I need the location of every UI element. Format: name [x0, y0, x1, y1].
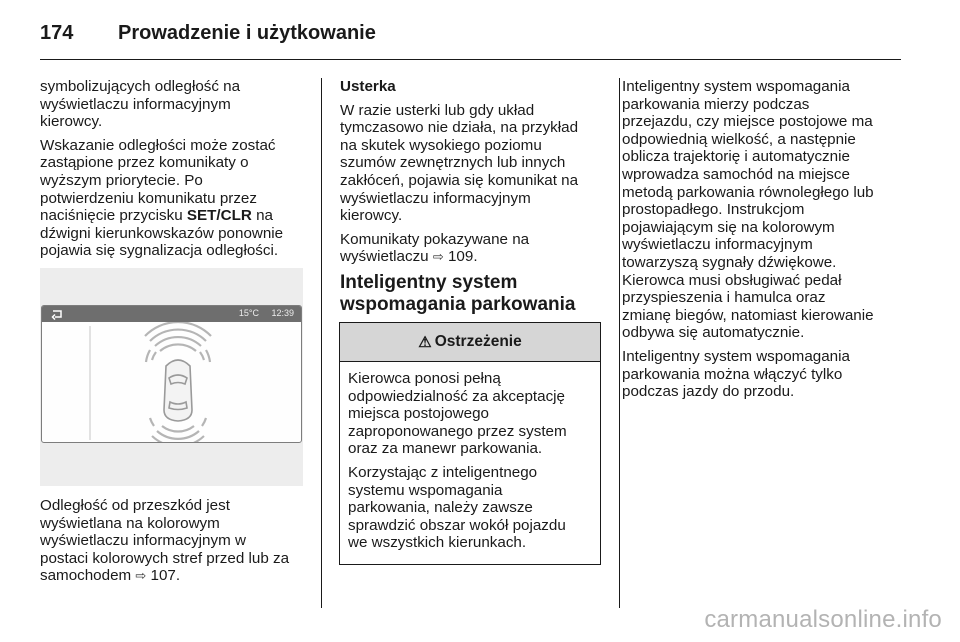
back-arrow-icon [50, 308, 64, 320]
display-temperature: 15°C [238, 308, 259, 318]
paragraph: Kierowca ponosi pełną odpowiedzialność za akceptację miejsca postojowego zaproponowanego przez system oraz za manewr parkowania. [348, 370, 567, 458]
parking-display-figure [40, 268, 303, 486]
car-top-view-icon [164, 360, 192, 421]
warning-body [340, 362, 600, 552]
column-1-lower [40, 497, 310, 591]
paragraph: W razie usterki lub gdy układ tymczasowo nie działa, na przykład na skutek wysokiego poziomu szumów zewnętrznych lub innych zakłóceń, pojawia się komunikat na wyświetlaczu informacyjnym kierowcy. [340, 101, 579, 225]
column-3 [622, 78, 907, 407]
section-heading: Inteligentny system wspomagania parkowania [340, 271, 576, 315]
paragraph [40, 497, 310, 585]
header-rule [40, 59, 901, 60]
column-divider [619, 78, 620, 608]
warning-triangle-icon: ⚠ [418, 334, 432, 351]
warning-header [340, 323, 600, 362]
paragraph: Korzystając z inteligentnego systemu wspomagania parkowania, należy zawsze sprawdzić obszar wokół pojazdu we wszystkich kierunkach. [348, 463, 566, 552]
column-divider [321, 78, 322, 608]
paragraph-text: Komunikaty pokazywane na wyświetlaczu [340, 230, 530, 266]
paragraph: Inteligentny system wspomagania parkowania można włączyć tylko podczas jazdy do przodu. [622, 347, 850, 401]
paragraph [340, 231, 605, 266]
parking-visual [42, 322, 301, 442]
watermark: carmanualsonline.info [704, 606, 942, 633]
display-status-bar [42, 306, 301, 322]
button-name-set-clr: SET/CLR [186, 207, 252, 225]
display-screen [41, 305, 302, 443]
page-title: Prowadzenie i użytkowanie [118, 22, 376, 44]
paragraph-text: Odległość od przeszkód jest wyświetlana na kolorowym wyświetlaczu informacyjnym w postaci kolorowych stref przed lub za samochodem [40, 497, 290, 585]
paragraph-text: na dźwigni kierunkowskazów ponownie pojawia się sygnalizacja odległości. [40, 207, 284, 260]
paragraph: symbolizujących odległość na wyświetlaczu informacyjnym kierowcy. [40, 78, 241, 131]
paragraph: Inteligentny system wspomagania parkowania mierzy podczas przejazdu, czy miejsce postojowe ma odpowiednią wielkość, a następnie oblicza trajektorię i automatycznie wprowadza samochód na miejsce metodą parkowania równoległego lub prostopadłego. Instrukcjom pojawiającym się na kolorowym wyświetlaczu informacyjnym towarzyszą sygnały dźwiękowe. Kierowca musi obsługiwać pedał przyspieszenia i hamulca oraz zmianę biegów, natomiast kierowanie odbywa się automatycznie. [622, 78, 874, 342]
warning-box [339, 322, 601, 565]
display-clock: 12:39 [271, 308, 294, 318]
page-reference: 109. [447, 248, 478, 266]
column-1 [40, 78, 310, 266]
front-sensor-arcs-icon [145, 322, 211, 362]
column-2 [340, 78, 605, 322]
page-reference-icon: ⇨ [135, 568, 147, 584]
fault-heading: Usterka [340, 78, 396, 95]
page-header [40, 14, 900, 58]
page-number: 174 [40, 22, 74, 44]
warning-title: Ostrzeżenie [434, 333, 522, 350]
page-reference: 107. [150, 567, 181, 585]
paragraph [40, 137, 310, 260]
page-reference-icon: ⇨ [432, 249, 444, 265]
paragraph-text: Wskazanie odległości może zostać zastąpione przez komunikaty o wyższym priorytecie. Po potwierdzeniu komunikatu przez naciśnięcie przycisku [40, 136, 276, 225]
